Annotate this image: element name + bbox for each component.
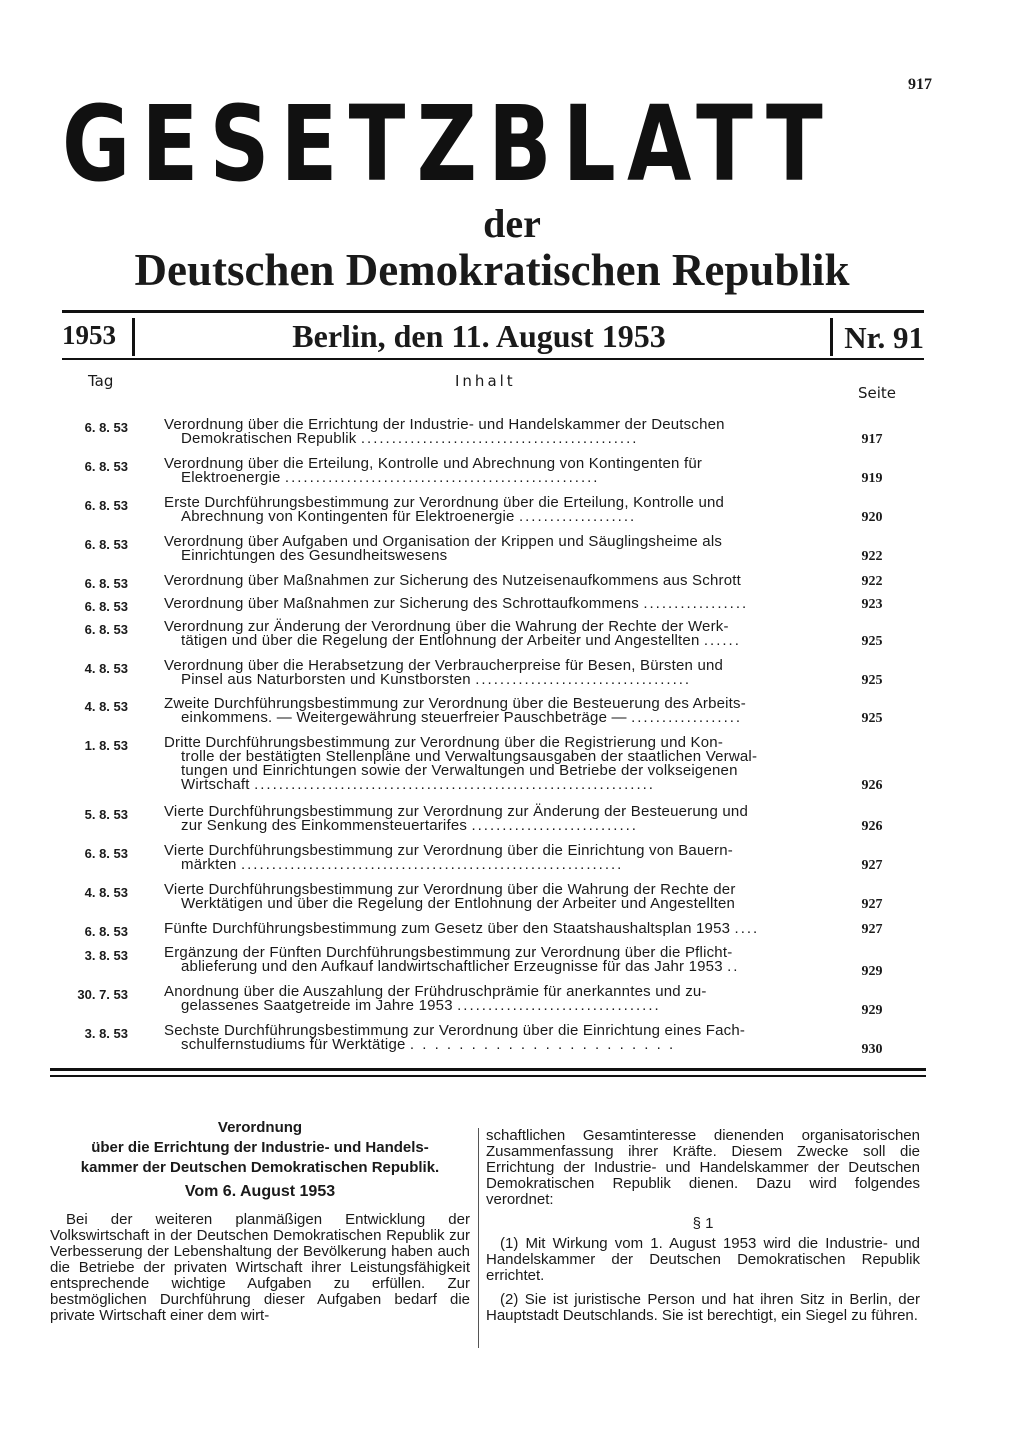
toc-page: 929 [861, 964, 883, 979]
toc-page: 927 [861, 922, 883, 937]
toc-line: Fünfte Durchführungsbestimmung zum Gesetz über den Staatshaushaltsplan 1953 [164, 920, 731, 937]
toc-line: Verordnung über Aufgaben und Organisation der Krippen und Säuglingsheime als [164, 533, 723, 550]
toc-page: 917 [861, 432, 883, 447]
toc-page: 923 [861, 597, 883, 612]
toc-page: 925 [861, 673, 883, 688]
toc-line: Ergänzung der Fünften Durchführungsbestimmung zur Verordnung über die Pflicht- [164, 944, 733, 961]
issue-date: Berlin, den 11. August 1953 [292, 318, 666, 354]
toc-page: 930 [861, 1042, 883, 1057]
toc-col-page: Seite [858, 384, 897, 402]
toc-date: 6. 8. 53 [84, 537, 128, 552]
toc-page: 926 [861, 819, 883, 834]
paragraph-1: (1) Mit Wirkung vom 1. August 1953 wird die Industrie- und Handelskammer der Deutschen Demokratischen Republik errichtet. [486, 1235, 920, 1284]
toc-page: 919 [861, 471, 883, 486]
toc-line: Dritte Durchführungsbestimmung zur Verordnung über die Registrierung und Kon- [164, 734, 724, 751]
toc-line: Verordnung über die Erteilung, Kontrolle und Abrechnung von Kontingenten für [164, 455, 703, 472]
toc-date: 6. 8. 53 [84, 622, 128, 637]
toc-line: Erste Durchführungsbestimmung zur Verordnung über die Erteilung, Kontrolle und [164, 494, 725, 511]
toc-col-content: Inhalt [455, 372, 516, 390]
toc-date: 4. 8. 53 [84, 661, 128, 676]
article-date: Vom 6. August 1953 [184, 1183, 336, 1200]
toc-line: Verordnung über die Herabsetzung der Verbraucherpreise für Besen, Bürsten und [164, 657, 724, 674]
toc-date: 4. 8. 53 [84, 885, 128, 900]
toc-line: Anordnung über die Auszahlung der Frühdruschprämie für anerkanntes und zu- [164, 983, 707, 1000]
toc-col-date: Tag [88, 372, 114, 390]
toc-date: 3. 8. 53 [84, 1026, 128, 1041]
article-body-left: Bei der weiteren planmäßigen Entwicklung der Volkswirtschaft in der Deutschen Demokratischen Republik zur Verbesserung der Lebenshaltung der Bevölkerung haben auch die Betriebe der privaten Wirtschaft ihrer Leistungsfähigkeit entsprechende wichtige Aufgaben zu erfüllen. Zur bestmöglichen Durchführung dieser Aufgaben bedarf die private Wirtschaft einer dem wirt- [50, 1211, 470, 1324]
article-title-line: kammer der Deutschen Demokratischen Republik. [80, 1159, 440, 1176]
toc-line: Vierte Durchführungsbestimmung zur Verordnung über die Wahrung der Rechte der [164, 881, 736, 898]
toc-line: Sechste Durchführungsbestimmung zur Verordnung über die Einrichtung eines Fach- [164, 1022, 746, 1039]
article-title-line: Verordnung [217, 1119, 303, 1136]
toc-date: 5. 8. 53 [84, 807, 128, 822]
toc-line: Einrichtungen des Gesundheitswesens [181, 547, 448, 564]
separator-rule-top [50, 1068, 926, 1071]
toc-line: Wirtschaft [181, 776, 250, 793]
toc-page: 922 [861, 574, 883, 589]
toc-date: 4. 8. 53 [84, 699, 128, 714]
toc-line: tätigen und über die Regelung der Entlohnung der Arbeiter und Angestellten [181, 632, 700, 649]
toc-line: trolle der bestätigten Stellenpläne und Verwaltungsausgaben der staatlichen Verwal- [181, 748, 758, 765]
toc-line: Verordnung über die Errichtung der Industrie- und Handelskammer der Deutschen [164, 416, 725, 433]
toc-line: Verordnung zur Änderung der Verordnung über die Wahrung der Rechte der Werk- [164, 618, 729, 635]
toc-page: 927 [861, 897, 883, 912]
toc-date: 6. 8. 53 [84, 576, 128, 591]
article-title [50, 1118, 470, 1178]
toc-line: gelassenes Saatgetreide im Jahre 1953 [181, 997, 453, 1014]
toc-line: Elektroenergie [181, 469, 281, 486]
toc-line: Verordnung über Maßnahmen zur Sicherung des Nutzeisenaufkommens aus Schrott [164, 572, 741, 589]
toc-line: schulfernstudiums für Werktätige [181, 1036, 406, 1053]
toc-line: einkommens. — Weitergewährung steuerfreier Pauschbeträge — [181, 709, 627, 726]
toc-line: Pinsel aus Naturborsten und Kunstborsten [181, 671, 471, 688]
toc-line: Zweite Durchführungsbestimmung zur Verordnung über die Besteuerung des Arbeits- [164, 695, 746, 712]
toc-page: 929 [861, 1003, 883, 1018]
toc-line: Vierte Durchführungsbestimmung zur Verordnung zur Änderung der Besteuerung und [164, 803, 749, 820]
toc-page: 925 [861, 711, 883, 726]
header-rule-top [62, 310, 924, 313]
article-body-right: schaftlichen Gesamtinteresse dienenden organisatorischen Zusammenfassung ihrer Kräfte. Diesem Zwecke soll die Errichtung der Industrie- und Handelskammer der Deutschen Demokratischen Republik dienen. Dazu wird folgendes verordnet: [486, 1127, 920, 1208]
gazette-page: 917 GESETZBLATT der Deutschen Demokratischen Republik 1953 Berlin, den 11. August 1953 Nr. 91 Tag Inhalt Seite 6. 8. 53 Verordnung über die Errichtung der Industrie- und Handelskammer der Deutschen Demokratischen Republik ............................................. 917 6. 8. 53 Verordnung über die Erteilung, Kontrolle und Abrechnung von Kontingenten für Elektroenergie ................................................... 919 6. 8. 53 Erste Durchführungsbestimmung zur Verordnung über die Erteilung, Kontrolle und Abrechnung von Kontingenten für Elektroenergie ................... 920 6. 8. 53 Verordnung über Aufgaben und Organisation der Krippen und Säuglingsheime als Einrichtungen des Gesundheitswesens 922 6. 8. 53 Verordnung über Maßnahmen zur Sicherung des Nutzeisenaufkommens aus Schrott 922 6. 8. 53 Verordnung über Maßnahmen zur Sicherung des Schrottaufkommens ................. 923 6. 8. 53 Verordnung zur Änderung der Verordnung über die Wahrung der Rechte der Werk- tätigen und über die Regelung der Entlohnung der Arbeiter und Angestellten ...... 925 4. 8. 53 Verordnung über die Herabsetzung der Verbraucherpreise für Besen, Bürsten und Pinsel aus Naturborsten und Kunstborsten ................................... 925 4. 8. 53 Zweite Durchführungsbestimmung zur Verordnung über die Besteuerung des Arbeits- einkommens. — Weitergewährung steuerfreier Pauschbeträge — .................. 925 1. 8. 53 Dritte Durchführungsbestimmung zur Verordnung über die Registrierung und Kon- trolle der bestätigten Stellenpläne und Verwaltungsausgaben der staatlichen Verwal- tungen und Einrichtungen sowie der Verwaltungen und Betriebe der volkseigenen Wirtschaft ................................................................. 926 5. 8. 53 Vierte Durchführungsbestimmung zur Verordnung zur Änderung der Besteuerung und zur Senkung des Einkommensteuertarifes ........................... 926 6. 8. 53 Vierte Durchführungsbestimmung zur Verordnung über die Einrichtung von Bauern- märkten .............................................................. 927 4. 8. 53 Vierte Durchführungsbestimmung zur Verordnung über die Wahrung der Rechte der Werktätigen und über die Regelung der Entlohnung der Arbeiter und Angestellten 927 6. 8. 53 Fünfte Durchführungsbestimmung zum Gesetz über den Staatshaushaltsplan 1953 .... 927 3. 8. 53 Ergänzung der Fünften Durchführungsbestimmung zur Verordnung über die Pflicht- ablieferung und den Aufkauf landwirtschaftlicher Erzeugnisse für das Jahr 1953 .. 929 30. 7. 53 Anordnung über die Auszahlung der Frühdruschprämie für anerkanntes und zu- gelassenes Saatgetreide im Jahre 1953 ................................. 929 3. 8. 53 Sechste Durchführungsbestimmung zur Verordnung über die Einrichtung eines Fach- schulfernstudiums für Werktätige . . . . . . . . . . . . . . . . . . . . . . 930 Verordnung über die Errichtung der Industrie- und Handels- kammer der Deutschen Demokratischen Republik. Vom 6. August 1953 Bei der weiteren planmäßigen Entwicklung der Volkswirtschaft in der Deutschen Demokratischen Republik zur Verbesserung der Lebenshaltung der Bevölkerung haben auch die Betriebe der privaten Wirtschaft ihrer Leistungsfähigkeit entsprechende wichtige Aufgaben zu erfüllen. Zur bestmöglichen Durchführung dieser Aufgaben bedarf die private Wirtschaft einer dem wirt- schaftlichen Gesamtinteresse dienenden organisatorischen Zusammenfassung ihrer Kräfte. Diesem Zwecke soll die Errichtung der Industrie- und Handelskammer der Deutschen Demokratischen Republik dienen. Dazu wird folgendes verordnet: § 1 (1) Mit Wirkung vom 1. August 1953 wird die Industrie- und Handelskammer der Deutschen Demokratischen Republik errichtet. (2) Sie ist juristische Person und hat ihren Sitz in Berlin, der Hauptstadt Deutschlands. Sie ist berechtigt, ein Siegel zu führen. [0, 0, 1024, 1452]
paragraph-2: (2) Sie ist juristische Person und hat ihren Sitz in Berlin, der Hauptstadt Deutschlands. Sie ist berechtigt, ein Siegel zu führen. [486, 1291, 920, 1324]
issue-number: Nr. 91 [844, 320, 924, 355]
toc-line: Demokratischen Republik [181, 430, 357, 447]
toc-line: Abrechnung von Kontingenten für Elektroenergie [181, 508, 515, 525]
toc-page: 922 [861, 549, 883, 564]
article-column-left [50, 1118, 470, 1324]
toc-date: 3. 8. 53 [84, 948, 128, 963]
toc-date: 6. 8. 53 [84, 924, 128, 939]
section-heading: § 1 [692, 1215, 714, 1232]
toc-line: märkten [181, 856, 237, 873]
separator-rule-bottom [50, 1075, 926, 1077]
article-column-right [486, 1128, 920, 1332]
toc-date: 6. 8. 53 [84, 459, 128, 474]
issue-year: 1953 [62, 320, 116, 350]
toc-line: Verordnung über Maßnahmen zur Sicherung des Schrottaufkommens [164, 595, 639, 612]
toc-date: 6. 8. 53 [84, 420, 128, 435]
toc-date: 6. 8. 53 [84, 846, 128, 861]
issue-bar [62, 318, 924, 356]
header-rule-bottom [62, 358, 924, 360]
page-number: 917 [908, 76, 932, 93]
toc-page: 926 [861, 778, 883, 793]
issue-divider-right [830, 318, 833, 356]
toc-line: tungen und Einrichtungen sowie der Verwaltungen und Betriebe der volkseigenen [181, 762, 738, 779]
toc-date: 30. 7. 53 [77, 987, 128, 1002]
masthead-der: der [483, 201, 541, 246]
masthead-title: GESETZBLATT [62, 83, 834, 205]
column-divider [478, 1128, 479, 1348]
article-title-line: über die Errichtung der Industrie- und Handels- [91, 1139, 429, 1156]
toc-date: 6. 8. 53 [84, 498, 128, 513]
toc-page: 920 [861, 510, 883, 525]
toc-page: 925 [861, 634, 883, 649]
toc-line: Vierte Durchführungsbestimmung zur Verordnung über die Einrichtung von Bauern- [164, 842, 733, 859]
toc-line: ablieferung und den Aufkauf landwirtschaftlicher Erzeugnisse für das Jahr 1953 [181, 958, 723, 975]
masthead-republic: Deutschen Demokratischen Republik [134, 245, 850, 295]
toc-page: 927 [861, 858, 883, 873]
toc-line: zur Senkung des Einkommensteuertarifes [181, 817, 468, 834]
toc-date: 1. 8. 53 [84, 738, 128, 753]
toc-date: 6. 8. 53 [84, 599, 128, 614]
toc-line: Werktätigen und über die Regelung der Entlohnung der Arbeiter und Angestellten [181, 895, 736, 912]
